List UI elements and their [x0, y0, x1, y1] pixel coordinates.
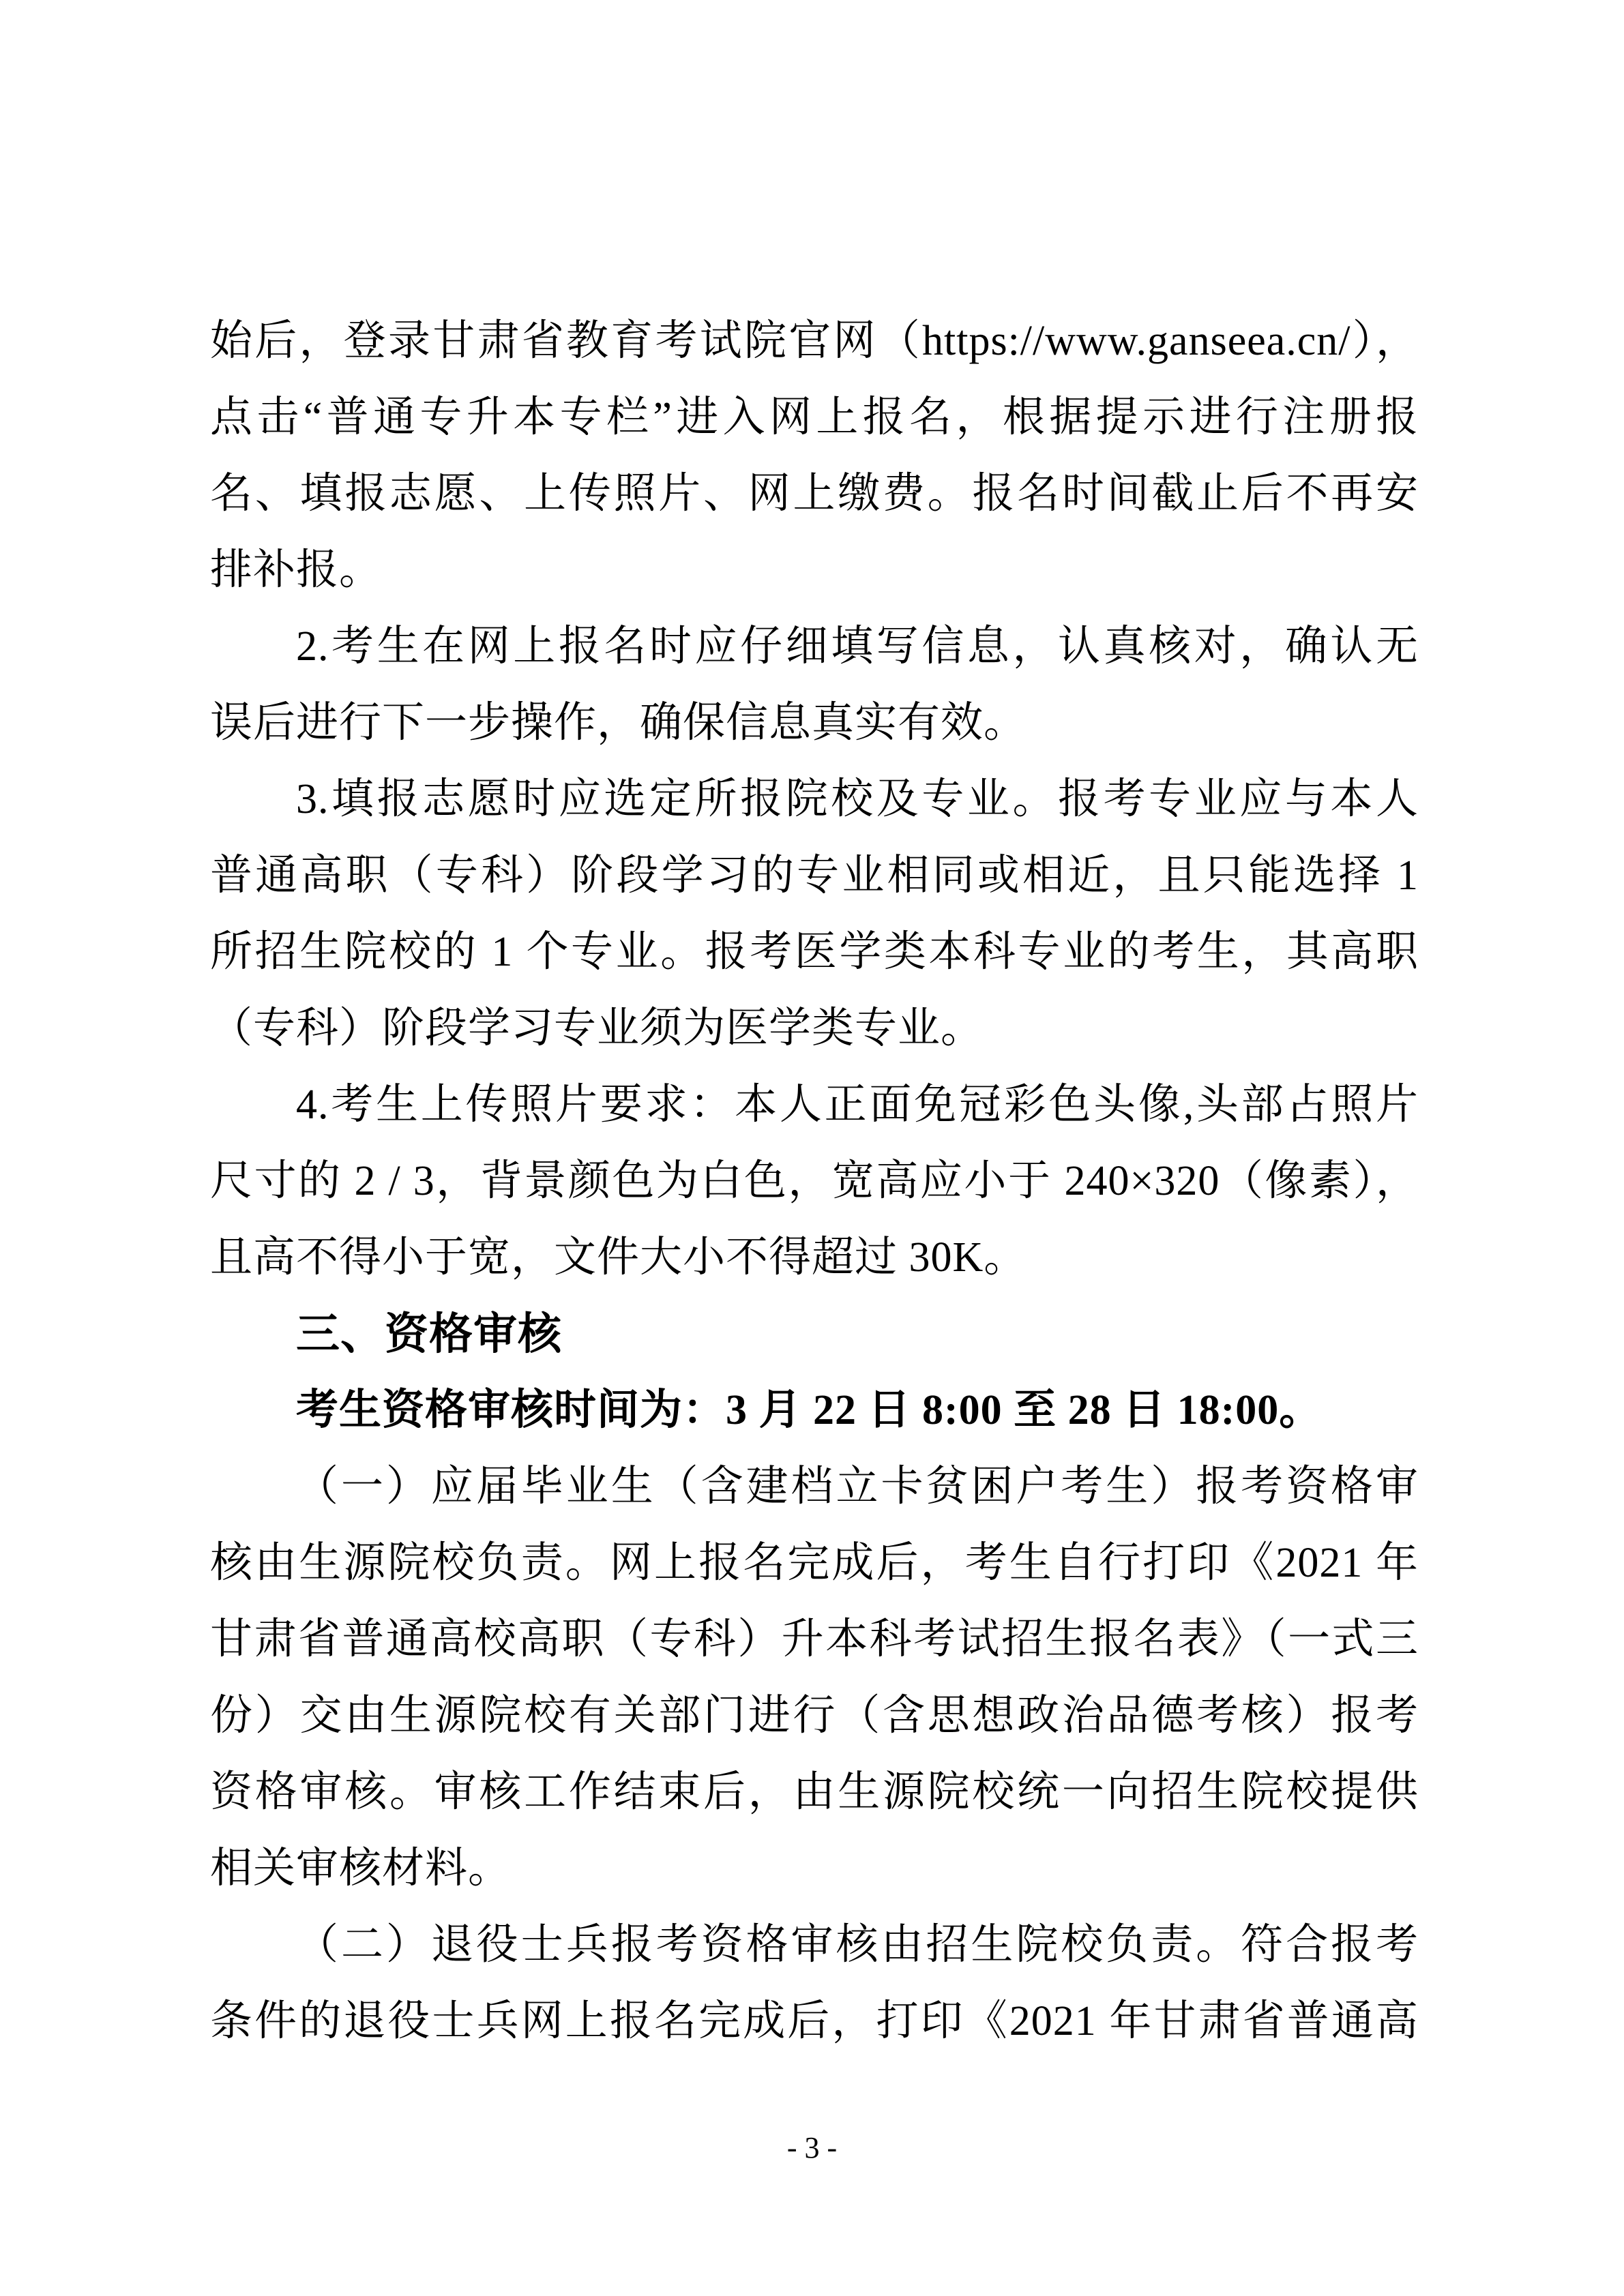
- page-number: - 3 -: [786, 2131, 838, 2164]
- text-line: 误后进行下一步操作，确保信息真实有效。: [210, 700, 1027, 746]
- text-line: 所招生院校的 1 个专业。报考医学类本科专业的考生，其高职: [210, 929, 1419, 975]
- text-line: 普通高职（专科）阶段学习的专业相同或相近，且只能选择 1: [210, 852, 1419, 899]
- text-line: 名、填报志愿、上传照片、网上缴费。报名时间截止后不再安: [210, 471, 1419, 517]
- text-line: （专科）阶段学习专业须为医学类专业。: [210, 1005, 984, 1052]
- text-line: 甘肃省普通高校高职（专科）升本科考试招生报名表》（一式三: [210, 1616, 1419, 1663]
- text-line: 3.填报志愿时应选定所报院校及专业。报考专业应与本人: [296, 776, 1419, 822]
- text-line: 资格审核。审核工作结束后，由生源院校统一向招生院校提供: [210, 1769, 1419, 1815]
- text-line: 始后，登录甘肃省教育考试院官网（https://www.ganseea.cn/），: [210, 318, 1419, 364]
- emphasis-line: 考生资格审核时间为：3 月 22 日 8:00 至 28 日 18:00。: [296, 1387, 1323, 1433]
- text-line: 尺寸的 2 / 3，背景颜色为白色，宽高应小于 240×320（像素），: [210, 1158, 1419, 1204]
- document-body: [210, 303, 1419, 2059]
- text-line: （二）退役士兵报考资格审核由招生院校负责。符合报考: [296, 1922, 1419, 1968]
- text-line: 排补报。: [210, 547, 383, 593]
- section-heading: 三、资格审核: [296, 1309, 562, 1358]
- text-line: 份）交由生源院校有关部门进行（含思想政治品德考核）报考: [210, 1693, 1419, 1739]
- text-line: 点击“普通专升本专栏”进入网上报名，根据提示进行注册报: [210, 394, 1419, 441]
- text-line: 条件的退役士兵网上报名完成后，打印《2021 年甘肃省普通高: [210, 1998, 1419, 2044]
- text-line: 2.考生在网上报名时应仔细填写信息，认真核对，确认无: [296, 623, 1419, 670]
- text-line: （一）应届毕业生（含建档立卡贫困户考生）报考资格审: [296, 1463, 1419, 1510]
- text-line: 核由生源院校负责。网上报名完成后，考生自行打印《2021 年: [210, 1540, 1419, 1586]
- text-line: 4.考生上传照片要求：本人正面免冠彩色头像,头部占照片: [296, 1082, 1419, 1128]
- text-line: 相关审核材料。: [210, 1845, 512, 1892]
- text-line: 且高不得小于宽，文件大小不得超过 30K。: [210, 1234, 1027, 1281]
